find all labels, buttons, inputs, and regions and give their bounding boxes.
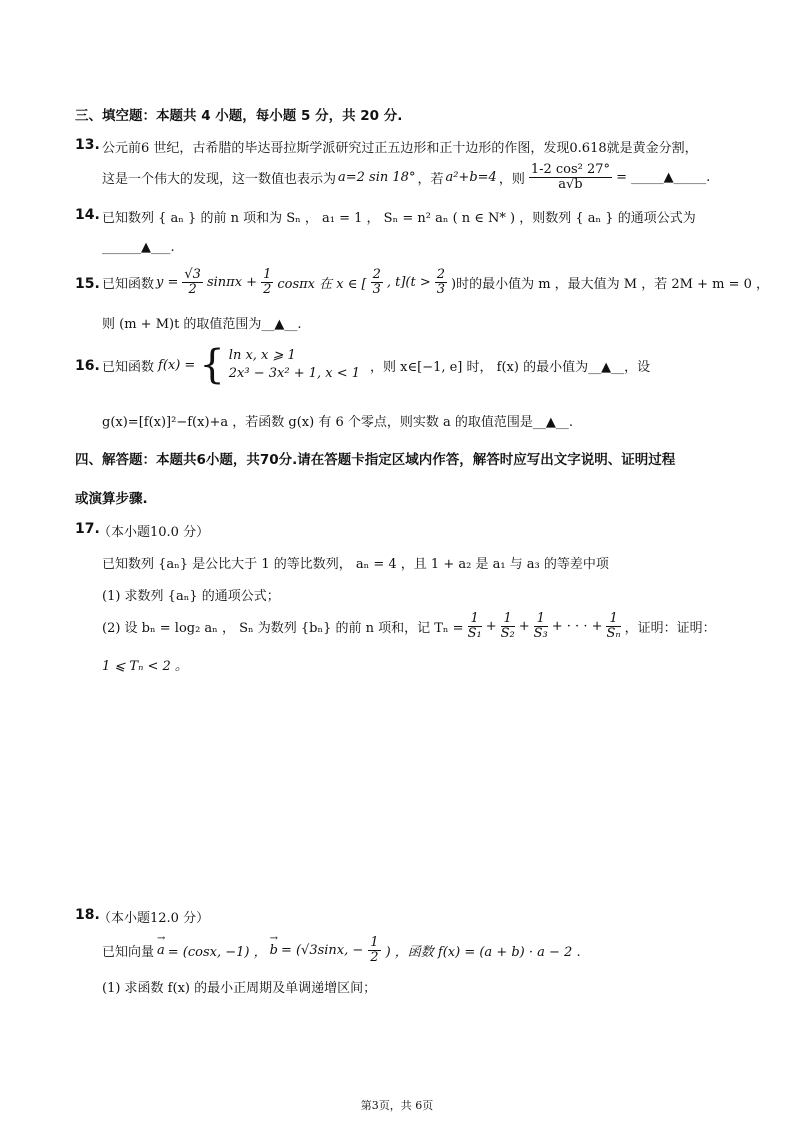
question-17-stem: 已知数列 {aₙ} 是公比大于 1 的等比数列， aₙ = 4 ，且 1 + a₂ 是 a₁ 与 a₃ 的等差中项 [102, 557, 609, 572]
question-15-frac4-num: 2 [436, 267, 446, 282]
question-17-part2-text: (2) 设 bₙ = log₂ aₙ ， Sₙ 为数列 {bₙ} 的前 n 项和，记 Tₙ = [102, 621, 464, 636]
vector-b-value-b: ) ，函数 f(x) = (a + b) · a − 2 . [385, 945, 581, 960]
question-16-prefix: 已知函数 [102, 359, 155, 375]
question-13-fraction-numerator: 1-2 cos² 27° [530, 162, 611, 177]
question-15-frac-2-3-b [435, 268, 447, 297]
question-13-fraction [529, 163, 612, 192]
question-15-frac1-den: 2 [188, 282, 197, 297]
vector-b-value-a: = (√3sinx, − [280, 943, 364, 958]
question-17-frac-s1-num: 1 [468, 612, 482, 627]
page-number: 第3页，共 6页 [360, 1099, 434, 1112]
question-17-inequality: 1 ⩽ Tₙ < 2 。 [102, 659, 188, 674]
question-15-mid: sinπx + [206, 275, 258, 290]
question-17-frac-sn [606, 612, 620, 641]
question-16-line2: g(x)=[f(x)]²−f(x)+a ，若函数 g(x) 有 6 个零点，则实数 a 的取值范围是__▲__. [102, 415, 574, 430]
question-15-prefix: 已知函数 [102, 277, 155, 292]
question-16-piecewise [199, 342, 361, 388]
question-17-part2 [102, 612, 716, 641]
question-15-frac2-num: 1 [263, 267, 272, 282]
vector-b: b → [270, 943, 278, 958]
question-17-frac-s1-den: S₁ [467, 626, 482, 641]
question-15-line1 [102, 268, 769, 297]
question-18-frac-1-2 [368, 936, 380, 965]
question-14-answer-blank: ______▲___. [102, 240, 175, 255]
question-13-text-c: ，则 [498, 172, 525, 187]
question-17-header: （本小题10.0 分） [98, 525, 210, 540]
question-15-frac3-num: 2 [372, 267, 381, 282]
question-14-line1: 已知数列 { aₙ } 的前 n 项和为 Sₙ ， a₁ = 1 ， Sₙ = n² aₙ ( n ∈ N* ) ，则数列 { aₙ } 的通项公式为 [102, 211, 696, 226]
question-13-fraction-denominator: a√b [558, 177, 583, 192]
section-fill-in-title: 三、填空题：本题共 4 小题，每小题 5 分，共 20 分. [75, 108, 403, 124]
question-17-plus-1: + [485, 619, 497, 634]
question-17-frac-sn-num: 1 [606, 612, 620, 627]
question-15-frac2-den: 2 [263, 282, 272, 297]
question-17-dots: + · · · + [551, 619, 603, 634]
left-brace-icon: { [199, 342, 225, 388]
question-18-number: 18. [75, 907, 100, 923]
question-15-tail3: )时的最小值为 m ，最大值为 M ，若 2M + m = 0 ， [451, 277, 770, 292]
question-15-line2: 则 (m + M)t 的取值范围为__▲__. [102, 317, 302, 332]
question-17-plus-2: + [518, 619, 530, 634]
question-15-frac-1-2 [261, 268, 273, 297]
question-18-header: （本小题12.0 分） [98, 911, 210, 926]
vector-a: a → [157, 943, 165, 958]
question-17-frac-s1 [468, 612, 482, 641]
question-18-stem [102, 936, 581, 965]
question-17-part2-end: ，证明：证明： [624, 621, 716, 636]
question-16-case-2: 2x³ − 3x² + 1, x < 1 [228, 366, 361, 381]
question-15-frac-sqrt3-2 [182, 268, 203, 297]
question-18-frac-den: 2 [370, 950, 379, 965]
question-14-number: 14. [75, 207, 100, 223]
question-18-part1: (1) 求函数 f(x) 的最小正周期及单调递增区间； [102, 981, 377, 996]
question-15-frac3-den: 3 [372, 282, 381, 297]
question-13-line1: 公元前6 世纪，古希腊的毕达哥拉斯学派研究过正五边形和正十边形的作图，发现0.618就是黄金分割， [102, 141, 698, 156]
question-13-line2 [102, 163, 710, 192]
question-18-frac-num: 1 [370, 935, 379, 950]
question-17-frac-s3-num: 1 [534, 612, 548, 627]
question-15-frac-2-3-a [371, 268, 383, 297]
question-16-number: 16. [75, 358, 100, 374]
question-16-suffix: ，则 x∈[−1, e] 时， f(x) 的最小值为__▲__，设 [370, 359, 651, 375]
question-15-tail1: cosπx 在 x ∈ [ [277, 277, 367, 292]
question-17-frac-s2 [501, 612, 515, 641]
question-17-number: 17. [75, 521, 100, 537]
question-15-tail2: , t](t > [386, 275, 431, 290]
question-17-frac-s2-num: 1 [501, 612, 515, 627]
question-17-frac-s3-den: S₃ [533, 626, 548, 641]
question-15-frac1-num: √3 [184, 267, 201, 282]
question-15-y-eq: y = [156, 275, 179, 290]
question-15-frac4-den: 3 [436, 282, 446, 297]
question-13-answer-blank: = _____▲_____. [616, 170, 711, 185]
question-13-number: 13. [75, 137, 100, 153]
question-13-text-a: 这是一个伟大的发现，这一数值也表示为 [102, 172, 337, 187]
question-16-line1 [102, 343, 650, 387]
section-answer-title-line1: 四、解答题：本题共6小题，共70分.请在答题卡指定区域内作答，解答时应写出文字说明、证明过程 [75, 452, 676, 468]
question-16-fx: f(x) = [158, 357, 196, 373]
question-17-frac-s2-den: S₂ [500, 626, 515, 641]
question-13-expr-b: a²+b=4 [445, 170, 497, 185]
question-17-frac-sn-den: Sₙ [606, 626, 621, 641]
question-16-cases [229, 347, 360, 383]
question-13-expr-a: a=2 sin 18° [338, 170, 416, 185]
question-15-number: 15. [75, 276, 100, 292]
question-13-text-b: ，若 [417, 172, 444, 187]
question-17-frac-s3 [534, 612, 548, 641]
vector-a-value: = (cosx, −1) ， [167, 945, 267, 960]
section-answer-title-line2: 或演算步骤. [75, 491, 148, 507]
question-16-case-1: ln x, x ⩾ 1 [228, 348, 296, 363]
question-17-part1: (1) 求数列 {aₙ} 的通项公式； [102, 589, 280, 604]
question-18-prefix: 已知向量 [102, 945, 155, 960]
